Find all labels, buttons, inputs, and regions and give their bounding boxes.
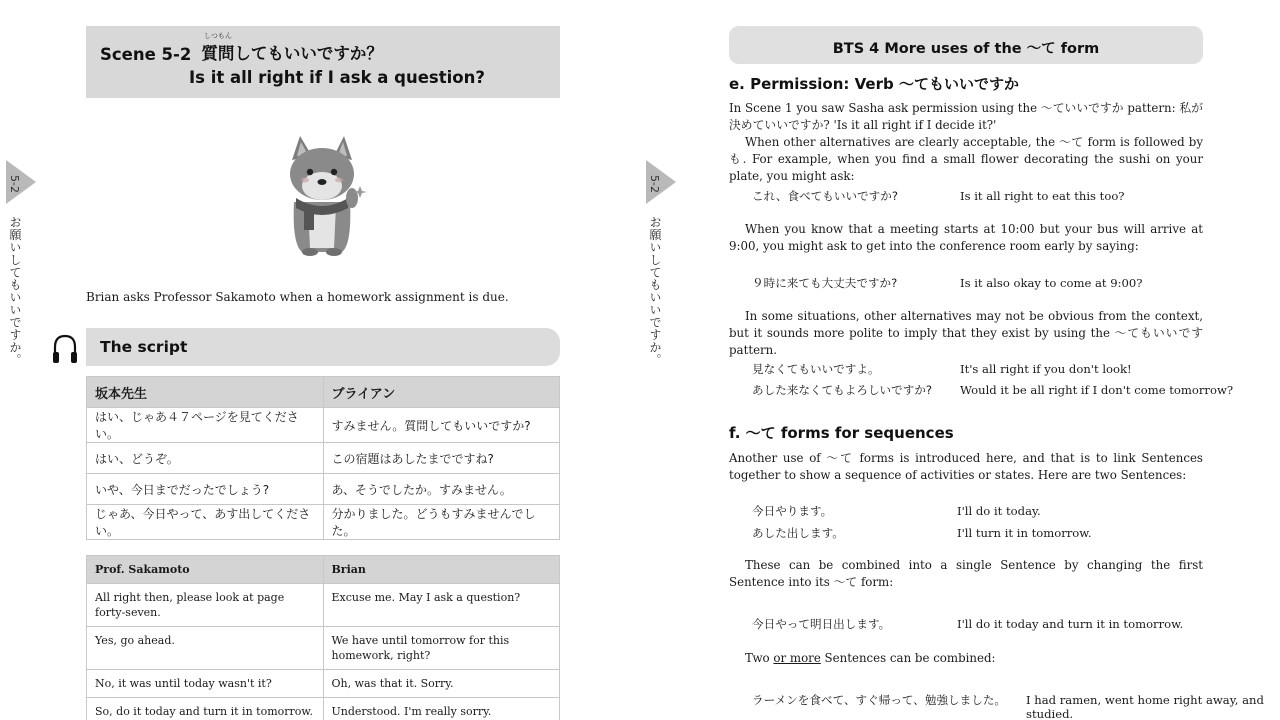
example-5-en: I'll do it today. [957, 504, 1041, 518]
cell-1: Understood. I'm really sorry. [323, 698, 560, 720]
cell-0: はい、どうぞ。 [87, 443, 324, 474]
paragraph-3: When you know that a meeting starts at 10:00 but your bus will arrive at 9:00, you might ask to get into the conference room early by saying: [729, 222, 1203, 253]
tab-text: お願いしてもいいですか。 [648, 216, 662, 366]
cell-1: あ、そうでしたか。すみません。 [323, 474, 560, 505]
cell-0: No, it was until today wasn't it? [87, 670, 324, 698]
cell-0: じゃあ、今日やって、あす出してください。 [87, 505, 324, 540]
cell-1: 分かりました。どうもすみませんでした。 [323, 505, 560, 540]
scene-title-reading: しつもん [203, 32, 232, 40]
example-8-en: I had ramen, went home right away, and studied. [1026, 693, 1264, 720]
tab-text: お願いしてもいいですか。 [8, 216, 22, 366]
example-2-en: Is it also okay to come at 9:00? [960, 276, 1143, 290]
section-e-title: e. Permission: Verb ～てもいいですか [729, 75, 1019, 93]
tab-number: 5-2 [648, 175, 661, 193]
example-7-en: I'll do it today and turn it in tomorrow. [957, 617, 1184, 631]
english-script-table [86, 555, 560, 720]
example-8-jp: ラーメンを食べて、すぐ帰って、勉強しました。 [752, 693, 1007, 707]
scene-title-kanji [201, 32, 235, 64]
header-cell-0: Prof. Sakamoto [87, 556, 324, 584]
headphones-icon[interactable] [52, 334, 78, 366]
scene-intro: Brian asks Professor Sakamoto when a homework assignment is due. [86, 290, 509, 304]
cell-1: Excuse me. May I ask a question? [323, 584, 560, 627]
bts-title: BTS 4 More uses of the ～て form [729, 26, 1203, 64]
paragraph-7-underlined: or more [773, 651, 821, 665]
tab-number: 5-2 [8, 175, 21, 193]
cell-1: この宿題はあしたまでですね? [323, 443, 560, 474]
table-row [87, 443, 560, 474]
table-header-row [87, 556, 560, 584]
table-row [87, 670, 560, 698]
example-6-en: I'll turn it in tomorrow. [957, 526, 1092, 540]
dog-mascot-icon [278, 132, 368, 258]
paragraph-7 [729, 650, 1203, 667]
paragraph-1: In Scene 1 you saw Sasha ask permission using the ～ていいですか pattern: 私が決めていいですか? 'Is it all right if I decide it?' [729, 101, 1203, 132]
japanese-script-table [86, 376, 560, 540]
side-tab-left [6, 160, 40, 366]
paragraph-4: In some situations, other alternatives may not be obvious from the context, but it sounds more polite to imply that they exist by using the ～てもいいです pattern. [729, 309, 1203, 357]
example-5-jp: 今日やります。 [752, 504, 833, 518]
table-row [87, 505, 560, 540]
header-cell-1: Brian [323, 556, 560, 584]
scene-code: Scene 5-2 [100, 45, 192, 64]
cell-0: So, do it today and turn it in tomorrow. [87, 698, 324, 720]
table-row [87, 408, 560, 443]
paragraph-7-post: Sentences can be combined: [820, 651, 996, 665]
example-1-en: Is it all right to eat this too? [960, 189, 1125, 203]
scene-title-jp-post: してもいいですか？ [234, 44, 383, 63]
scene-title-en: Is it all right if I ask a question? [189, 68, 485, 87]
table-header-row [87, 377, 560, 408]
section-f-title: f. ～て forms for sequences [729, 424, 954, 442]
cell-0: All right then, please look at page forty-seven. [87, 584, 324, 627]
paragraph-2: When other alternatives are clearly acceptable, the ～て form is followed by も. For example, when you find a small flower decorating the sushi on your plate, you might ask: [729, 135, 1203, 183]
table-row [87, 584, 560, 627]
scene-title-kanji-text: 質問 [201, 44, 235, 63]
script-section-title: The script [86, 328, 560, 366]
example-1-jp: これ、食べてもいいですか? [752, 189, 898, 203]
cell-0: はい、じゃあ４７ページを見てください。 [87, 408, 324, 443]
example-7-jp: 今日やって明日出します。 [752, 617, 891, 631]
example-3-jp: 見なくてもいいですよ。 [752, 362, 880, 376]
paragraph-7-pre: Two [745, 651, 774, 665]
right-page [640, 0, 1280, 720]
paragraph-5: Another use of ～て forms is introduced here, and that is to link Sentences together to show a sequence of activities or states. Here are two Sentences: [729, 451, 1203, 482]
table-row [87, 698, 560, 720]
side-tab-right [646, 160, 680, 366]
example-2-jp: ９時に来ても大丈夫ですか? [752, 276, 898, 290]
table-row [87, 474, 560, 505]
paragraph-6: These can be combined into a single Sentence by changing the first Sentence into its ～て form: [729, 558, 1203, 589]
example-6-jp: あした出します。 [752, 526, 844, 540]
header-cell-0: 坂本先生 [87, 377, 324, 408]
example-4-en: Would it be all right if I don't come tomorrow? [960, 383, 1234, 397]
scene-header [86, 26, 560, 98]
cell-1: We have until tomorrow for this homework, right? [323, 627, 560, 670]
example-4-jp: あした来なくてもよろしいですか? [752, 383, 933, 397]
header-cell-1: ブライアン [323, 377, 560, 408]
table-row [87, 627, 560, 670]
cell-1: すみません。質問してもいいですか? [323, 408, 560, 443]
cell-1: Oh, was that it. Sorry. [323, 670, 560, 698]
cell-0: Yes, go ahead. [87, 627, 324, 670]
example-3-en: It's all right if you don't look! [960, 362, 1132, 376]
cell-0: いや、今日までだったでしょう? [87, 474, 324, 505]
